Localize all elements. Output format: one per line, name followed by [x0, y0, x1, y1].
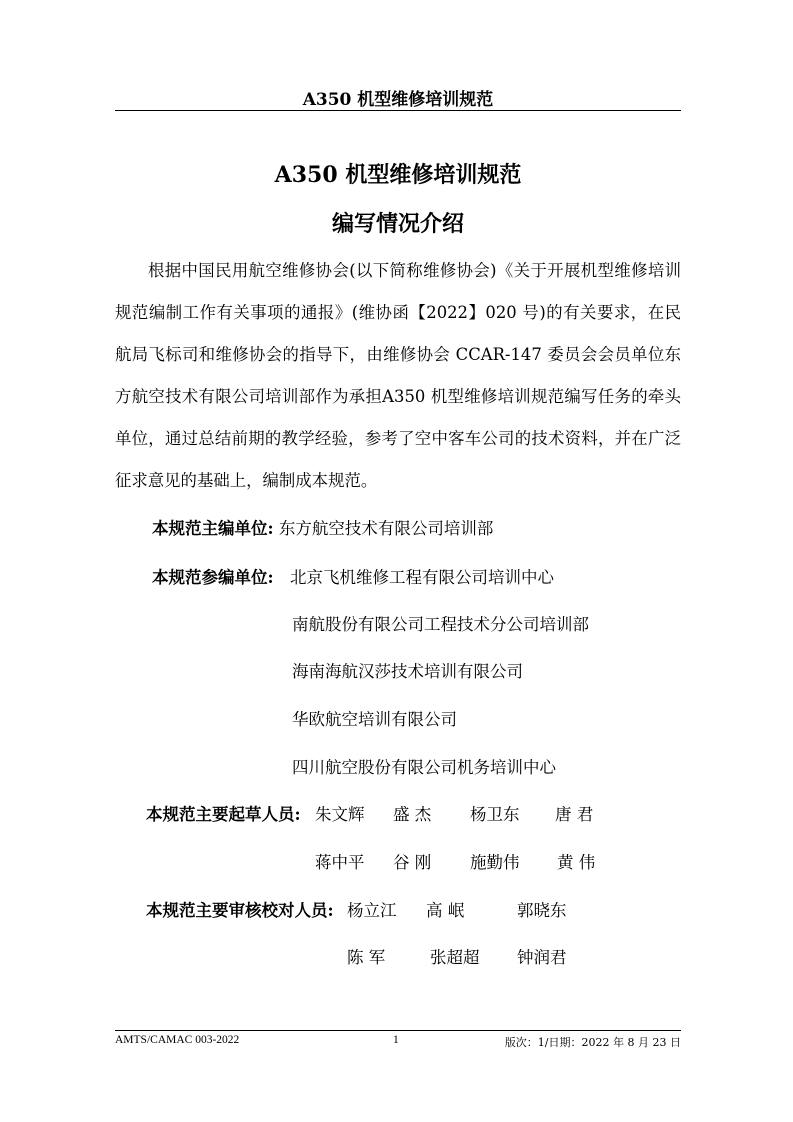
reviewer-name: 钟润君 [517, 948, 567, 967]
footer-divider [115, 1030, 681, 1031]
drafter-name: 蒋中平 [315, 853, 365, 872]
document-subtitle: 编写情况介绍 [331, 211, 464, 237]
reviewers-label: 本规范主要审核校对人员: [146, 901, 334, 920]
chief-editor-value: 东方航空技术有限公司培训部 [278, 519, 494, 538]
chief-editor-row [152, 515, 493, 539]
drafter-name: 谷 刚 [393, 853, 432, 872]
reviewer-name: 张超超 [430, 948, 480, 967]
header-title: A350 机型维修培训规范 [302, 90, 494, 110]
drafter-name: 朱文辉 [315, 805, 365, 824]
drafters-label: 本规范主要起草人员: [146, 805, 301, 824]
participant-unit: 海南海航汉莎技术培训有限公司 [292, 662, 523, 681]
footer-doc-number: AMTS/CAMAC 003-2022 [115, 1034, 240, 1046]
drafter-name: 杨卫东 [470, 805, 520, 824]
document-title: A350 机型维修培训规范 [274, 162, 522, 188]
chief-editor-label: 本规范主编单位: [152, 519, 274, 538]
reviewer-name: 陈 军 [347, 948, 386, 967]
participant-unit: 北京飞机维修工程有限公司培训中心 [290, 568, 554, 587]
participant-unit: 华欧航空培训有限公司 [292, 710, 457, 729]
intro-paragraph: 根据中国民用航空维修协会(以下简称维修协会)《关于开展机型维修培训规范编制工作有关事项的通报》(维协函【2022】020 号)的有关要求，在民航局飞标司和维修协会的指导下，由维修协会 CCAR-147 委员会会员单位东方航空技术有限公司培训部作为承担A350 机型维修培训规范编写任务的牵头单位，通过总结前期的教学经验，参考了空中客车公司的技术资料，并在广泛征求意见的基础上，编制成本规范。 [115, 261, 681, 490]
reviewer-name: 郭晓东 [517, 901, 567, 920]
participant-unit: 南航股份有限公司工程技术分公司培训部 [292, 615, 589, 634]
footer-page-number: 1 [393, 1034, 399, 1046]
drafter-name: 唐 君 [555, 805, 594, 824]
footer-version: 版次：1/日期：2022 年 8 月 23 日 [504, 1036, 681, 1049]
reviewer-name: 杨立江 [347, 901, 397, 920]
participant-unit: 四川航空股份有限公司机务培训中心 [292, 758, 556, 777]
drafter-name: 施勤伟 [470, 853, 520, 872]
reviewer-name: 高 岷 [426, 901, 465, 920]
page-header [115, 85, 681, 111]
participants-label: 本规范参编单位: [152, 568, 274, 587]
drafter-name: 黄 伟 [557, 853, 596, 872]
drafter-name: 盛 杰 [393, 805, 432, 824]
